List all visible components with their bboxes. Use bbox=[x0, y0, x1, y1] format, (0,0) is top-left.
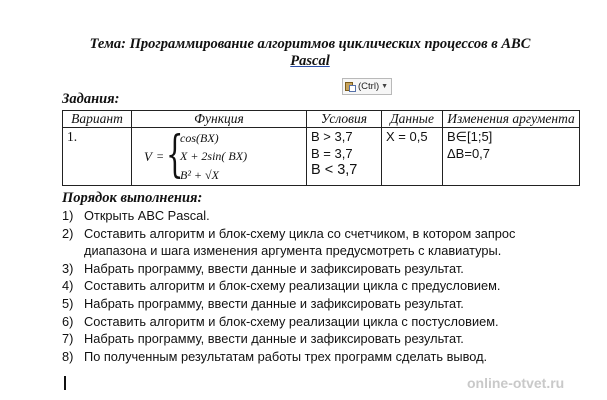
cell-conditions bbox=[307, 128, 382, 186]
order-heading: Порядок выполнения: bbox=[62, 190, 203, 206]
document-title bbox=[60, 36, 560, 70]
header-arg-change: Изменения аргумента bbox=[443, 111, 580, 128]
clipboard-icon bbox=[345, 81, 356, 92]
formula-case-1: cos(BX) bbox=[180, 131, 219, 145]
formula-equals: = bbox=[156, 149, 165, 163]
header-conditions: Условия bbox=[307, 111, 382, 128]
step-text: Составить алгоритм и блок-схему реализации цикла с постусловием. bbox=[84, 313, 499, 329]
step-number: 5) bbox=[62, 295, 74, 311]
cell-arg-change bbox=[443, 128, 580, 186]
paste-options-button[interactable] bbox=[342, 78, 392, 95]
formula-case-2: X + 2sin( BX) bbox=[180, 149, 248, 163]
formula-case-3: B² + √X bbox=[180, 168, 219, 182]
list-item bbox=[62, 260, 562, 278]
step-number: 8) bbox=[62, 348, 74, 364]
list-item bbox=[62, 225, 562, 260]
header-variant: Вариант bbox=[63, 111, 132, 128]
list-item bbox=[62, 207, 562, 225]
condition-1: B > 3,7 bbox=[311, 129, 353, 144]
steps-list bbox=[62, 207, 562, 365]
step-number: 4) bbox=[62, 278, 74, 294]
table-row bbox=[63, 128, 580, 186]
piecewise-formula bbox=[136, 125, 302, 185]
step-text: Составить алгоритм и блок-схему цикла со счетчиком, в котором запрос диапазона и шага изменения аргумента предусмотреть с клавиатуры. bbox=[84, 225, 516, 259]
chevron-down-icon: ▼ bbox=[381, 83, 389, 90]
step-number: 7) bbox=[62, 331, 74, 347]
step-text: Набрать программу, ввести данные и зафиксировать результат. bbox=[84, 260, 464, 276]
cell-variant: 1. bbox=[63, 128, 132, 186]
watermark: online-otvet.ru bbox=[467, 375, 565, 391]
condition-3: B < 3,7 bbox=[311, 162, 358, 178]
condition-2: B = 3,7 bbox=[311, 146, 353, 161]
list-item bbox=[62, 348, 562, 366]
step-number: 3) bbox=[62, 260, 74, 276]
cell-data: X = 0,5 bbox=[382, 128, 443, 186]
paste-options-label: (Ctrl) bbox=[358, 81, 380, 92]
title-line-1: Тема: Программирование алгоритмов циклических процессов в ABC bbox=[89, 36, 531, 52]
header-function: Функция bbox=[132, 111, 307, 128]
list-item bbox=[62, 313, 562, 331]
list-item bbox=[62, 277, 562, 295]
list-item bbox=[62, 295, 562, 313]
table-header-row bbox=[63, 111, 580, 128]
title-line-2: Pascal bbox=[290, 53, 330, 69]
step-number: 1) bbox=[62, 208, 74, 223]
tasks-heading: Задания: bbox=[62, 91, 120, 107]
cell-function bbox=[132, 125, 307, 186]
step-text: Набрать программу, ввести данные и зафиксировать результат. bbox=[84, 331, 464, 347]
step-number: 2) bbox=[62, 225, 74, 241]
step-text: Составить алгоритм и блок-схему реализации цикла с предусловием. bbox=[84, 278, 501, 294]
step-text: Набрать программу, ввести данные и зафиксировать результат. bbox=[84, 295, 464, 311]
formula-lhs: V bbox=[144, 149, 152, 164]
tasks-table bbox=[62, 110, 580, 186]
list-item bbox=[62, 330, 562, 348]
arg-step: ΔB=0,7 bbox=[447, 146, 491, 161]
text-cursor bbox=[64, 376, 66, 390]
step-number: 6) bbox=[62, 313, 74, 329]
header-data: Данные bbox=[382, 111, 443, 128]
arg-range: B∈[1;5] bbox=[447, 129, 493, 144]
step-text: По полученным результатам работы трех программ сделать вывод. bbox=[84, 348, 488, 364]
step-text: Открыть ABC Pascal. bbox=[84, 208, 210, 223]
brace-symbol: { bbox=[166, 125, 184, 183]
